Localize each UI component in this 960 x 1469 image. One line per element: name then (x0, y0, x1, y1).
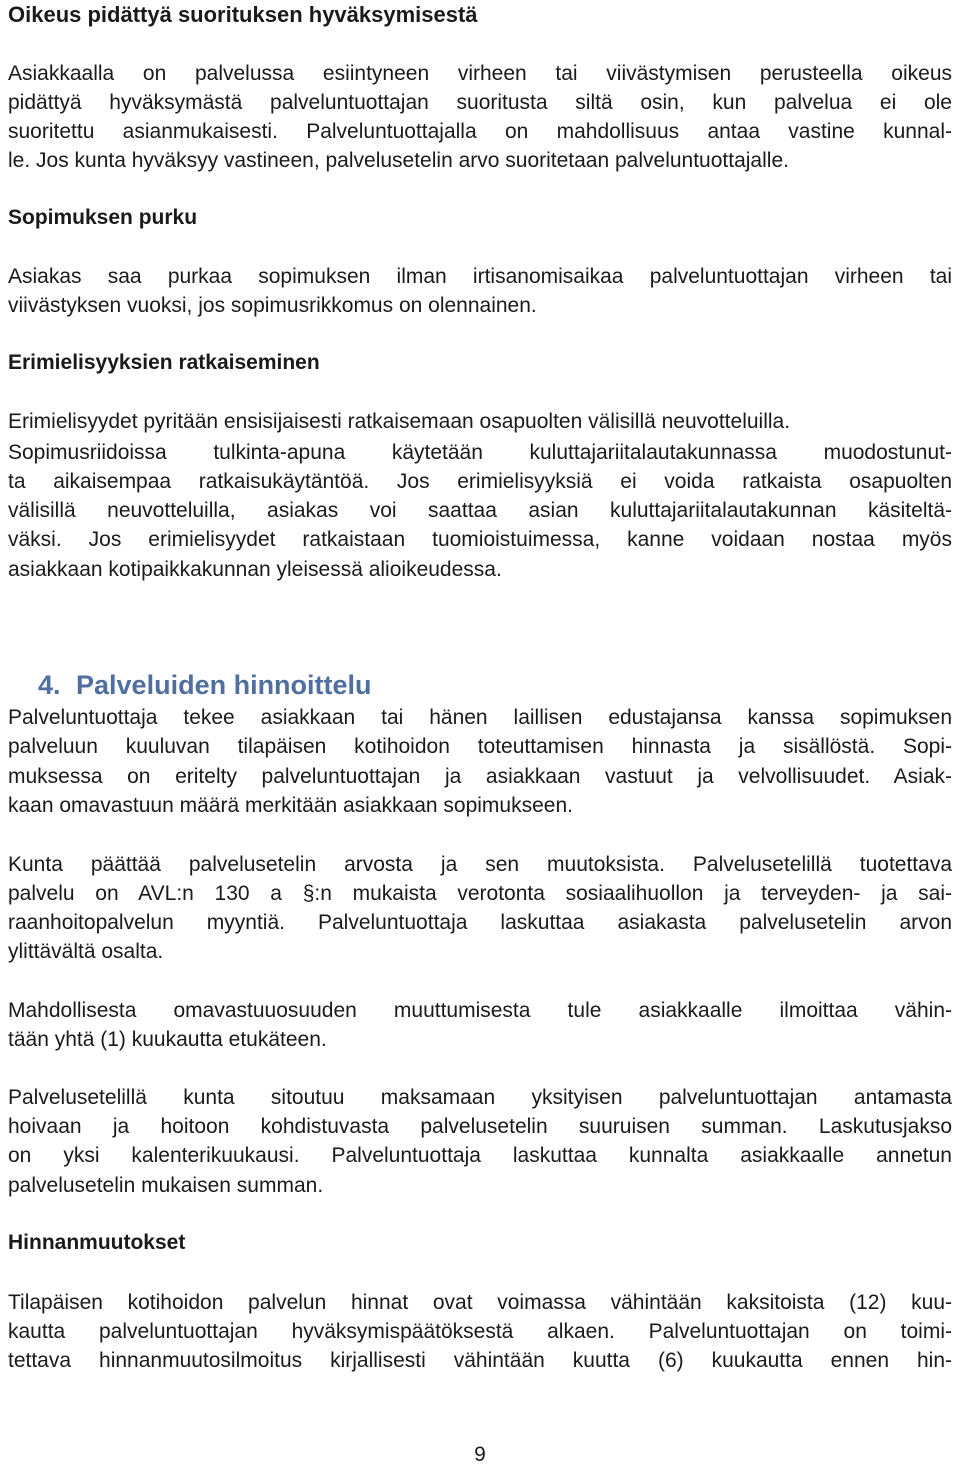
paragraph-line: le. Jos kunta hyväksyy vastineen, palvelusetelin arvo suoritetaan palveluntuottajalle. (8, 149, 789, 172)
paragraph-line: kaan omavastuun määrä merkitään asiakkaan sopimukseen. (8, 794, 573, 817)
chapter-number: 4. (38, 670, 61, 700)
paragraph-line: väksi. Jos erimielisyydet ratkaistaan tuomioistuimessa, kanne voidaan nostaa myös (8, 528, 952, 551)
page-number: 9 (474, 1443, 486, 1466)
paragraph-line: tettava hinnanmuutosilmoitus kirjallisesti vähintään kuutta (6) kuukautta ennen hin- (8, 1349, 952, 1372)
paragraph-line: tään yhtä (1) kuukautta etukäteen. (8, 1028, 327, 1051)
paragraph-line: Asiakkaalla on palvelussa esiintyneen virheen tai viivästymisen perusteella oikeus (8, 62, 952, 85)
paragraph-line: hoivaan ja hoitoon kohdistuvasta palvelusetelin suuruisen summan. Laskutusjakso (8, 1115, 952, 1138)
paragraph-line: Mahdollisesta omavastuuosuuden muuttumisesta tule asiakkaalle ilmoittaa vähin- (8, 999, 952, 1022)
paragraph-line: suoritettu asianmukaisesti. Palveluntuottajalla on mahdollisuus antaa vastine kunnal- (8, 120, 952, 143)
section-heading: Hinnanmuutokset (8, 1231, 186, 1254)
paragraph-line: on yksi kalenterikuukausi. Palveluntuottaja laskuttaa kunnalta asiakkaalle annetun (8, 1144, 952, 1167)
paragraph-line: Palvelusetelillä kunta sitoutuu maksamaan yksityisen palveluntuottajan antamasta (8, 1086, 952, 1109)
paragraph-line: palveluun kuuluvan tilapäisen kotihoidon toteuttamisen hinnasta ja sisällöstä. Sopi- (8, 735, 952, 758)
paragraph-line: asiakkaan kotipaikkakunnan yleisessä alioikeudessa. (8, 558, 502, 581)
paragraph-line: muksessa on eritelty palveluntuottajan ja asiakkaan vastuut ja velvollisuudet. Asiak- (8, 765, 952, 788)
section-heading: Sopimuksen purku (8, 206, 198, 229)
paragraph-line: Asiakas saa purkaa sopimuksen ilman irtisanomisaikaa palveluntuottajan virheen tai (8, 265, 952, 288)
paragraph-line: välisillä neuvotteluilla, asiakas voi saattaa asian kuluttajariitalautakunnan käsiteltä- (8, 499, 952, 522)
paragraph-line: raanhoitopalvelun myyntiä. Palveluntuottaja laskuttaa asiakasta palvelusetelin arvon (8, 911, 952, 934)
paragraph-line: kautta palveluntuottajan hyväksymispäätöksestä alkaen. Palveluntuottajan on toimi- (8, 1320, 952, 1343)
paragraph-line: Palveluntuottaja tekee asiakkaan tai hänen laillisen edustajansa kanssa sopimuksen (8, 706, 952, 729)
paragraph-line: pidättyä hyväksymästä palveluntuottajan suoritusta siltä osin, kun palvelua ei ole (8, 91, 952, 114)
paragraph-line: ylittävältä osalta. (8, 940, 164, 963)
paragraph-line: Erimielisyydet pyritään ensisijaisesti ratkaisemaan osapuolten välisillä neuvotteluilla. (8, 410, 791, 433)
paragraph-line: palvelu on AVL:n 130 a §:n mukaista verotonta sosiaalihuollon ja terveyden- ja sai- (8, 882, 952, 905)
paragraph-line: Tilapäisen kotihoidon palvelun hinnat ovat voimassa vähintään kaksitoista (12) kuu- (8, 1291, 952, 1314)
paragraph-line: viivästyksen vuoksi, jos sopimusrikkomus on olennainen. (8, 294, 537, 317)
paragraph-line: Kunta päättää palvelusetelin arvosta ja sen muutoksista. Palvelusetelillä tuotettava (8, 853, 952, 876)
paragraph-line: Sopimusriidoissa tulkinta-apuna käytetään kuluttajariitalautakunnassa muodostunut- (8, 441, 952, 464)
section-heading: Oikeus pidättyä suorituksen hyväksymisestä (8, 2, 478, 27)
paragraph-line: ta aikaisempaa ratkaisukäytäntöä. Jos erimielisyyksiä ei voida ratkaista osapuolten (8, 470, 952, 493)
paragraph-line: palvelusetelin mukaisen summan. (8, 1174, 324, 1197)
section-heading: Erimielisyyksien ratkaiseminen (8, 351, 320, 374)
chapter-title: Palveluiden hinnoittelu (76, 670, 372, 700)
